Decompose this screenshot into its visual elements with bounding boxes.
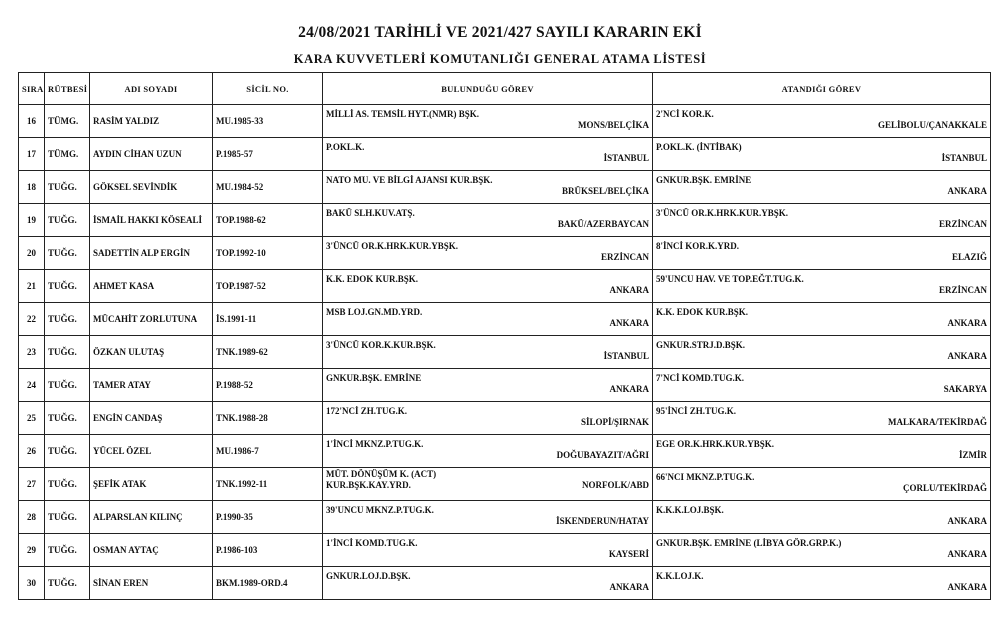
current-task: P.OKL.K. bbox=[326, 142, 365, 152]
cell-sicil: BKM.1989-ORD.4 bbox=[213, 567, 323, 600]
cell-sira: 16 bbox=[19, 105, 45, 138]
cell-ad: OSMAN AYTAÇ bbox=[90, 534, 213, 567]
cell-sira: 19 bbox=[19, 204, 45, 237]
new-location: ANKARA bbox=[947, 318, 987, 328]
cell-sicil: MU.1984-52 bbox=[213, 171, 323, 204]
new-task: 7'NCİ KOMD.TUG.K. bbox=[656, 373, 745, 383]
cell-atandigi bbox=[653, 501, 991, 534]
cell-sicil: MU.1986-7 bbox=[213, 435, 323, 468]
new-task: EGE OR.K.HRK.KUR.YBŞK. bbox=[656, 439, 775, 449]
cell-sira: 23 bbox=[19, 336, 45, 369]
cell-sicil: TOP.1987-52 bbox=[213, 270, 323, 303]
cell-sira: 26 bbox=[19, 435, 45, 468]
table-row bbox=[19, 534, 991, 567]
cell-bulundugu bbox=[323, 303, 653, 336]
new-task: 3'ÜNCÜ OR.K.HRK.KUR.YBŞK. bbox=[656, 208, 789, 218]
cell-rutbe: TUĞG. bbox=[45, 534, 90, 567]
new-location: MALKARA/TEKİRDAĞ bbox=[887, 417, 987, 427]
cell-bulundugu bbox=[323, 105, 653, 138]
cell-bulundugu bbox=[323, 369, 653, 402]
current-task: 3'ÜNCÜ OR.K.HRK.KUR.YBŞK. bbox=[326, 241, 459, 251]
cell-bulundugu bbox=[323, 171, 653, 204]
cell-rutbe: TÜMG. bbox=[45, 138, 90, 171]
new-location: ANKARA bbox=[947, 516, 987, 526]
current-task: 1'İNCİ MKNZ.P.TUG.K. bbox=[326, 439, 424, 449]
current-task: MSB LOJ.GN.MD.YRD. bbox=[326, 307, 423, 317]
cell-rutbe: TUĞG. bbox=[45, 204, 90, 237]
cell-ad: TAMER ATAY bbox=[90, 369, 213, 402]
current-location: ANKARA bbox=[609, 285, 649, 295]
header-ad: ADI SOYADI bbox=[90, 73, 213, 105]
cell-sicil: TNK.1989-62 bbox=[213, 336, 323, 369]
cell-rutbe: TUĞG. bbox=[45, 402, 90, 435]
cell-bulundugu bbox=[323, 567, 653, 600]
new-task: GNKUR.STRJ.D.BŞK. bbox=[656, 340, 746, 350]
table-row bbox=[19, 369, 991, 402]
table-row bbox=[19, 303, 991, 336]
new-task: 2'NCİ KOR.K. bbox=[656, 109, 714, 119]
new-location: ANKARA bbox=[947, 549, 987, 559]
table-row bbox=[19, 567, 991, 600]
cell-sira: 24 bbox=[19, 369, 45, 402]
header-sicil: SİCİL NO. bbox=[213, 73, 323, 105]
cell-atandigi bbox=[653, 336, 991, 369]
cell-atandigi bbox=[653, 468, 991, 501]
current-task: 1'İNCİ KOMD.TUG.K. bbox=[326, 538, 418, 548]
cell-rutbe: TUĞG. bbox=[45, 270, 90, 303]
current-task: 3'ÜNCÜ KOR.K.KUR.BŞK. bbox=[326, 340, 436, 350]
new-location: ANKARA bbox=[947, 186, 987, 196]
cell-ad: ŞEFİK ATAK bbox=[90, 468, 213, 501]
cell-sira: 21 bbox=[19, 270, 45, 303]
cell-rutbe: TUĞG. bbox=[45, 336, 90, 369]
cell-rutbe: TUĞG. bbox=[45, 468, 90, 501]
cell-sicil: TOP.1992-10 bbox=[213, 237, 323, 270]
current-location: ANKARA bbox=[609, 384, 649, 394]
cell-sira: 30 bbox=[19, 567, 45, 600]
current-task: 39'UNCU MKNZ.P.TUG.K. bbox=[326, 505, 434, 515]
table-row bbox=[19, 435, 991, 468]
current-location: DOĞUBAYAZIT/AĞRI bbox=[556, 450, 649, 460]
cell-atandigi bbox=[653, 237, 991, 270]
cell-atandigi bbox=[653, 204, 991, 237]
current-task: BAKÜ SLH.KUV.ATŞ. bbox=[326, 208, 415, 218]
cell-ad: MÜCAHİT ZORLUTUNA bbox=[90, 303, 213, 336]
new-location: ERZİNCAN bbox=[938, 219, 987, 229]
cell-rutbe: TUĞG. bbox=[45, 171, 90, 204]
current-task: K.K. EDOK KUR.BŞK. bbox=[326, 274, 419, 284]
cell-ad: AYDIN CİHAN UZUN bbox=[90, 138, 213, 171]
new-location: ANKARA bbox=[947, 351, 987, 361]
cell-rutbe: TUĞG. bbox=[45, 303, 90, 336]
current-task: GNKUR.BŞK. EMRİNE bbox=[326, 373, 422, 383]
table-row bbox=[19, 402, 991, 435]
table-header-row bbox=[19, 73, 991, 105]
cell-ad: SİNAN EREN bbox=[90, 567, 213, 600]
cell-sicil: TNK.1988-28 bbox=[213, 402, 323, 435]
cell-sira: 18 bbox=[19, 171, 45, 204]
new-task: GNKUR.BŞK. EMRİNE bbox=[656, 175, 752, 185]
current-location: ANKARA bbox=[609, 318, 649, 328]
cell-bulundugu bbox=[323, 204, 653, 237]
cell-atandigi bbox=[653, 435, 991, 468]
assignment-table bbox=[18, 72, 991, 600]
header-rutbe: RÜTBESİ bbox=[45, 73, 90, 105]
current-location: KAYSERİ bbox=[608, 549, 649, 559]
cell-bulundugu bbox=[323, 435, 653, 468]
cell-bulundugu bbox=[323, 237, 653, 270]
cell-ad: SADETTİN ALP ERGİN bbox=[90, 237, 213, 270]
cell-atandigi bbox=[653, 270, 991, 303]
cell-ad: ENGİN CANDAŞ bbox=[90, 402, 213, 435]
cell-ad: ALPARSLAN KILINÇ bbox=[90, 501, 213, 534]
cell-sira: 29 bbox=[19, 534, 45, 567]
table-row bbox=[19, 501, 991, 534]
cell-sicil: P.1986-103 bbox=[213, 534, 323, 567]
cell-atandigi bbox=[653, 138, 991, 171]
table-row bbox=[19, 105, 991, 138]
cell-atandigi bbox=[653, 171, 991, 204]
new-task: K.K. EDOK KUR.BŞK. bbox=[656, 307, 749, 317]
current-location: MONS/BELÇİKA bbox=[577, 120, 649, 130]
new-location: İSTANBUL bbox=[941, 153, 987, 163]
cell-sira: 20 bbox=[19, 237, 45, 270]
new-location: GELİBOLU/ÇANAKKALE bbox=[877, 120, 987, 130]
cell-sira: 22 bbox=[19, 303, 45, 336]
new-task: GNKUR.BŞK. EMRİNE (LİBYA GÖR.GRP.K.) bbox=[656, 538, 842, 548]
cell-rutbe: TUĞG. bbox=[45, 501, 90, 534]
new-task: K.K.K.LOJ.BŞK. bbox=[656, 505, 724, 515]
current-task: MÜT. DÖNÜŞÜM K. (ACT) bbox=[326, 469, 437, 479]
cell-bulundugu bbox=[323, 270, 653, 303]
cell-bulundugu bbox=[323, 501, 653, 534]
cell-atandigi bbox=[653, 369, 991, 402]
table-row bbox=[19, 237, 991, 270]
cell-atandigi bbox=[653, 402, 991, 435]
table-row bbox=[19, 468, 991, 501]
cell-atandigi bbox=[653, 534, 991, 567]
current-task-line2: KUR.BŞK.KAY.YRD. bbox=[326, 480, 411, 490]
new-task: 95'İNCİ ZH.TUG.K. bbox=[656, 406, 737, 416]
cell-rutbe: TUĞG. bbox=[45, 567, 90, 600]
document-title: 24/08/2021 TARİHLİ VE 2021/427 SAYILI KARARIN EKİ bbox=[298, 24, 702, 41]
table-row bbox=[19, 336, 991, 369]
current-task: GNKUR.LOJ.D.BŞK. bbox=[326, 571, 411, 581]
cell-atandigi bbox=[653, 567, 991, 600]
document-subtitle: KARA KUVVETLERİ KOMUTANLIĞI GENERAL ATAMA LİSTESİ bbox=[293, 52, 707, 66]
cell-bulundugu bbox=[323, 336, 653, 369]
cell-sicil: TOP.1988-62 bbox=[213, 204, 323, 237]
cell-bulundugu bbox=[323, 468, 653, 501]
cell-sicil: P.1985-57 bbox=[213, 138, 323, 171]
header-sira: SIRA bbox=[19, 73, 45, 105]
current-location: İSTANBUL bbox=[603, 153, 649, 163]
current-location: NORFOLK/ABD bbox=[581, 480, 649, 490]
cell-rutbe: TUĞG. bbox=[45, 237, 90, 270]
new-location: ÇORLU/TEKİRDAĞ bbox=[902, 483, 987, 493]
header-atandigi: ATANDIĞI GÖREV bbox=[653, 73, 991, 105]
cell-sicil: MU.1985-33 bbox=[213, 105, 323, 138]
table-row bbox=[19, 171, 991, 204]
cell-ad: YÜCEL ÖZEL bbox=[90, 435, 213, 468]
current-location: ERZİNCAN bbox=[600, 252, 649, 262]
cell-ad: GÖKSEL SEVİNDİK bbox=[90, 171, 213, 204]
current-task: NATO MU. VE BİLGİ AJANSI KUR.BŞK. bbox=[326, 175, 493, 185]
cell-bulundugu bbox=[323, 138, 653, 171]
new-location: İZMİR bbox=[958, 450, 987, 460]
cell-atandigi bbox=[653, 105, 991, 138]
new-task: 66'NCI MKNZ.P.TUG.K. bbox=[656, 472, 755, 482]
table-row bbox=[19, 270, 991, 303]
cell-ad: RASİM YALDIZ bbox=[90, 105, 213, 138]
cell-rutbe: TUĞG. bbox=[45, 435, 90, 468]
current-location: BRÜKSEL/BELÇİKA bbox=[561, 186, 649, 196]
cell-sira: 27 bbox=[19, 468, 45, 501]
cell-sicil: İS.1991-11 bbox=[213, 303, 323, 336]
cell-bulundugu bbox=[323, 534, 653, 567]
new-location: ANKARA bbox=[947, 582, 987, 592]
cell-bulundugu bbox=[323, 402, 653, 435]
current-task: MİLLİ AS. TEMSİL HYT.(NMR) BŞK. bbox=[326, 109, 479, 119]
table-row bbox=[19, 138, 991, 171]
cell-sira: 25 bbox=[19, 402, 45, 435]
new-task: P.OKL.K. (İNTİBAK) bbox=[656, 142, 742, 152]
cell-sicil: TNK.1992-11 bbox=[213, 468, 323, 501]
cell-sira: 28 bbox=[19, 501, 45, 534]
new-task: K.K.LOJ.K. bbox=[656, 571, 704, 581]
current-location: BAKÜ/AZERBAYCAN bbox=[557, 219, 649, 229]
new-task: 8'İNCİ KOR.K.YRD. bbox=[656, 241, 740, 251]
new-location: SAKARYA bbox=[943, 384, 987, 394]
cell-rutbe: TUĞG. bbox=[45, 369, 90, 402]
cell-sicil: P.1990-35 bbox=[213, 501, 323, 534]
current-location: İSKENDERUN/HATAY bbox=[556, 516, 649, 526]
cell-sira: 17 bbox=[19, 138, 45, 171]
cell-sicil: P.1988-52 bbox=[213, 369, 323, 402]
cell-rutbe: TÜMG. bbox=[45, 105, 90, 138]
new-task: 59'UNCU HAV. VE TOP.EĞT.TUG.K. bbox=[656, 274, 804, 284]
current-task: 172'NCİ ZH.TUG.K. bbox=[326, 406, 408, 416]
new-location: ERZİNCAN bbox=[938, 285, 987, 295]
current-location: İSTANBUL bbox=[603, 351, 649, 361]
table-row bbox=[19, 204, 991, 237]
current-location: ANKARA bbox=[609, 582, 649, 592]
cell-ad: İSMAİL HAKKI KÖSEALİ bbox=[90, 204, 213, 237]
cell-atandigi bbox=[653, 303, 991, 336]
current-location: SİLOPİ/ŞIRNAK bbox=[580, 417, 649, 427]
cell-ad: AHMET KASA bbox=[90, 270, 213, 303]
new-location: ELAZIĞ bbox=[951, 252, 987, 262]
cell-ad: ÖZKAN ULUTAŞ bbox=[90, 336, 213, 369]
header-bulundugu: BULUNDUĞU GÖREV bbox=[323, 73, 653, 105]
